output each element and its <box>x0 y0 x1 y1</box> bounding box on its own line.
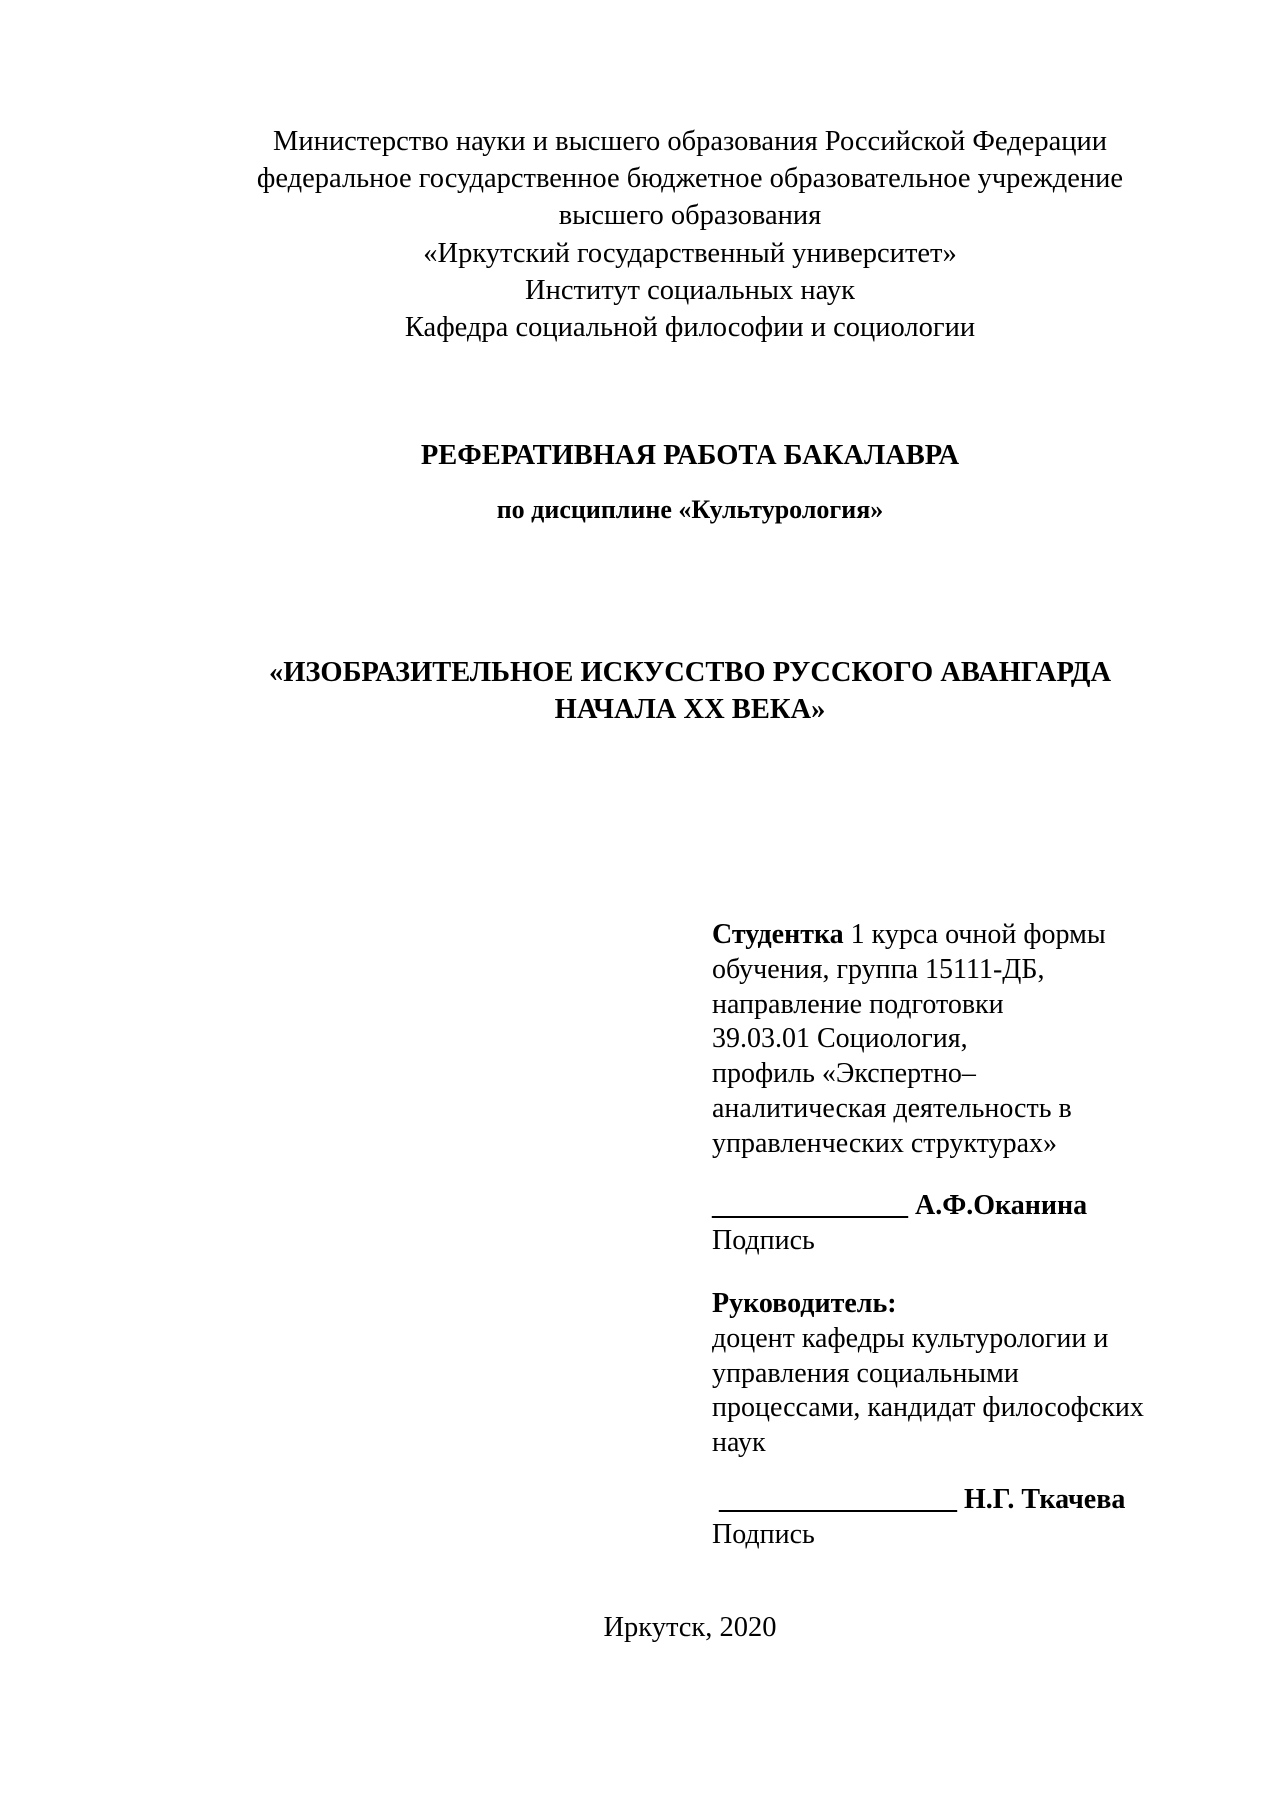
supervisor-signature-block <box>712 1483 1232 1553</box>
institution-header <box>0 123 1280 346</box>
student-name: А.Ф.Оканина <box>915 1190 1088 1221</box>
ministry-line: Министерство науки и высшего образования Российской Федерации <box>273 126 1107 157</box>
education-level-line: высшего образования <box>558 200 822 232</box>
student-info-line: направление подготовки <box>712 988 1004 1020</box>
student-course: 1 курса очной формы <box>843 919 1106 950</box>
supervisor-info-line: процессами, кандидат философских <box>712 1392 1144 1424</box>
supervisor-info-line: доцент кафедры культурологии и <box>712 1322 1109 1354</box>
supervisor-info <box>712 1287 1232 1461</box>
work-title <box>0 654 1280 728</box>
student-info-line-1 <box>712 918 1232 953</box>
student-info-line: 39.03.01 Социология, <box>712 1023 968 1055</box>
work-type-heading: РЕФЕРАТИВНАЯ РАБОТА БАКАЛАВРА <box>420 440 960 471</box>
work-title-line-2: НАЧАЛА XX ВЕКА» <box>554 694 826 725</box>
signature-line: _________________ <box>712 1484 957 1515</box>
university-name-line: «Иркутский государственный университет» <box>423 237 957 269</box>
student-info-line: обучения, группа 15111-ДБ, <box>712 953 1045 985</box>
supervisor-info-line: управления социальными <box>712 1357 1019 1389</box>
supervisor-signature-row <box>712 1483 1232 1518</box>
supervisor-info-line: наук <box>712 1427 766 1459</box>
department-line: Кафедра социальной философии и социологии <box>404 312 976 344</box>
student-info-line: аналитическая деятельность в <box>712 1092 1072 1124</box>
student-signature-row <box>712 1189 1232 1224</box>
work-title-line-1: «ИЗОБРАЗИТЕЛЬНОЕ ИСКУССТВО РУССКОГО АВАНГАРДА <box>268 657 1112 688</box>
supervisor-name: Н.Г. Ткачева <box>964 1484 1126 1515</box>
student-info <box>712 918 1232 1162</box>
student-info-line: управленческих структурах» <box>712 1127 1058 1159</box>
institution-type-line: федеральное государственное бюджетное образовательное учреждение <box>256 163 1124 195</box>
student-signature-block <box>712 1189 1232 1259</box>
discipline-line: по дисциплине «Культурология» <box>496 495 884 524</box>
student-label: Студентка <box>712 919 844 950</box>
signature-line: ______________ <box>712 1190 908 1221</box>
supervisor-label: Руководитель: <box>712 1288 897 1319</box>
institute-line: Институт социальных наук <box>525 274 855 306</box>
signature-caption: Подпись <box>712 1224 815 1256</box>
signature-caption: Подпись <box>712 1518 815 1550</box>
city-year: Иркутск, 2020 <box>603 1612 777 1643</box>
student-info-line: профиль «Экспертно– <box>712 1058 976 1090</box>
